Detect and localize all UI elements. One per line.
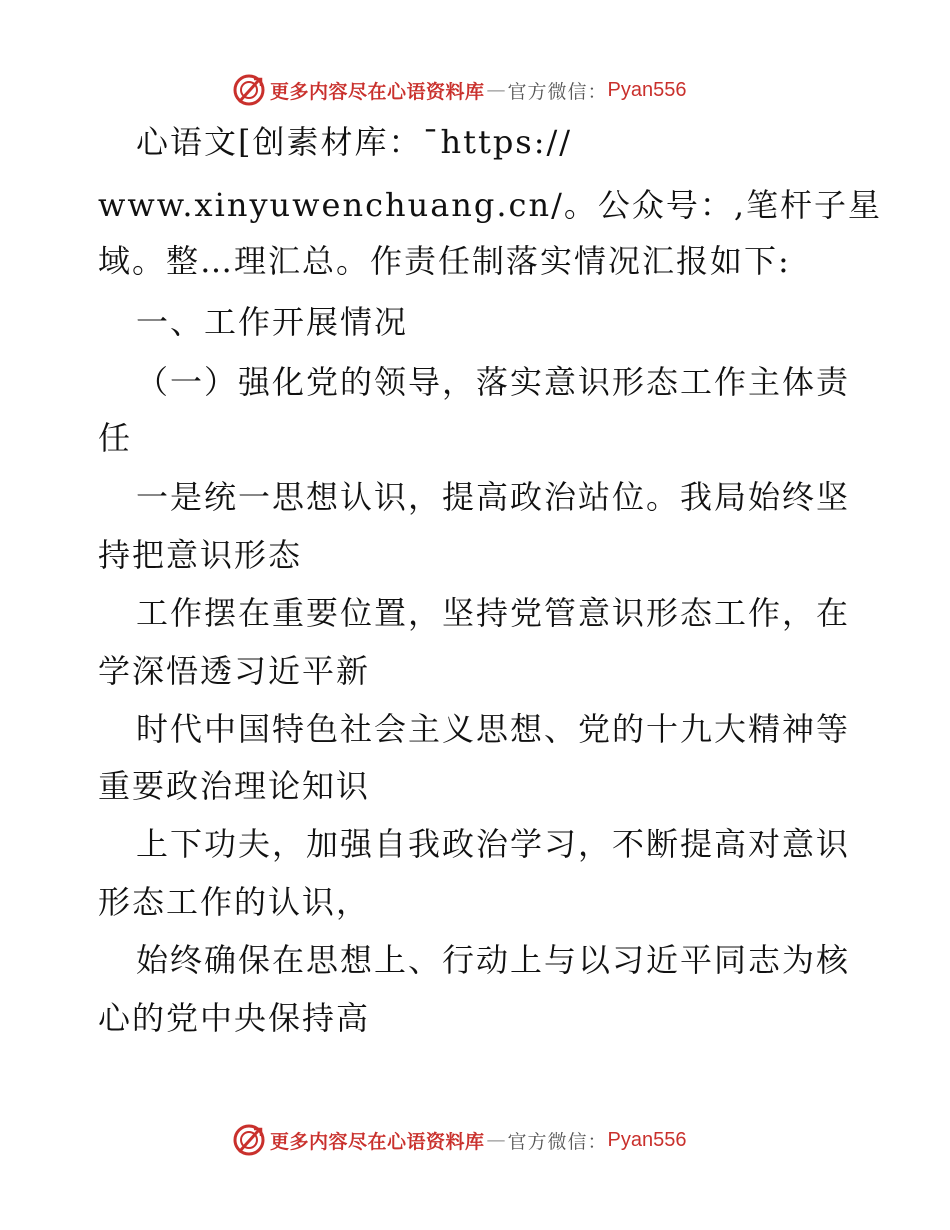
body-line: 持把意识形态	[98, 536, 303, 574]
body-line: www.xinyuwenchuang.cn/。公众号：,笔杆子星	[98, 186, 883, 224]
wechat-id: Pyan556	[607, 1128, 687, 1151]
body-line: 时代中国特色社会主义思想、党的十九大精神等	[136, 710, 851, 748]
wechat-id: Pyan556	[607, 78, 687, 101]
wechat-label: 官方微信：	[507, 1130, 608, 1153]
body-line: 域。整…理汇总。作责任制落实情况汇报如下:	[98, 242, 791, 280]
section-heading: 一、工作开展情况	[136, 303, 409, 341]
banner-separator: —	[486, 1129, 506, 1151]
wechat-label: 官方微信：	[507, 80, 608, 103]
subsection-heading: （一）强化党的领导，落实意识形态工作主体责	[136, 363, 851, 401]
body-line: 任	[98, 419, 133, 457]
body-line: 学深悟透习近平新	[98, 652, 371, 690]
body-line: 重要政治理论知识	[98, 767, 371, 805]
body-line: 始终确保在思想上、行动上与以习近平同志为核	[136, 941, 851, 979]
footer-banner	[232, 1123, 687, 1157]
body-line: 工作摆在重要位置，坚持党管意识形态工作，在	[136, 594, 851, 632]
header-banner	[232, 73, 687, 107]
banner-slogan: 更多内容尽在心语资料库	[270, 80, 485, 103]
body-line: 心语文[创素材库：¯https://	[136, 123, 573, 161]
banner-separator: —	[486, 79, 506, 101]
body-line: 心的党中央保持高	[98, 999, 371, 1037]
banner-slogan: 更多内容尽在心语资料库	[270, 1130, 485, 1153]
body-line: 一是统一思想认识，提高政治站位。我局始终坚	[136, 478, 851, 516]
body-line: 上下功夫，加强自我政治学习，不断提高对意识	[136, 825, 851, 863]
brand-logo-icon	[232, 73, 266, 107]
body-line: 形态工作的认识，	[98, 883, 371, 921]
brand-logo-icon	[232, 1123, 266, 1157]
